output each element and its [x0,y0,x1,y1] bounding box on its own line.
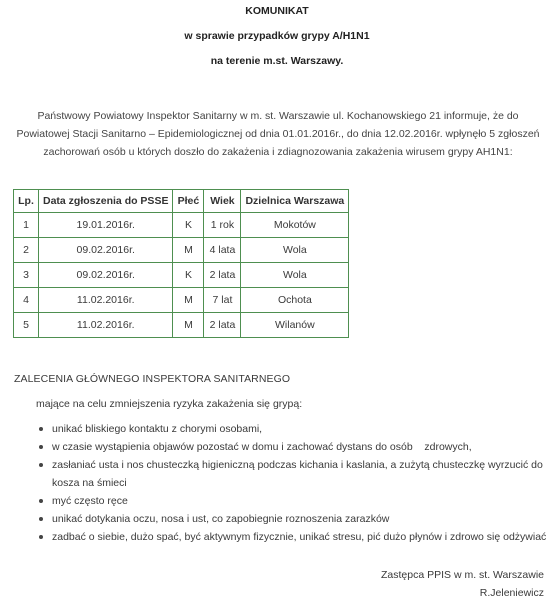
table-row [14,263,349,288]
recommendations-list [22,420,554,546]
header-age: Wiek [204,190,241,213]
signature-block [381,566,544,602]
intro-paragraph: Państwowy Powiatowy Inspektor Sanitarny w m. st. Warszawie ul. Kochanowskiego 21 informuje, że do Powiatowej Stacji Sanitarno – Epidemiologicznej od dnia 01.01.2016r., do dnia 12.02.2016r. wpłynęło 5 zgłoszeń zachorowań osób u których doszło do zakażenia i zdiagnozowania zakażenia wirusem grypy AH1N1: [16,110,540,158]
cell-district: Wilanów [241,313,349,338]
cell-age: 4 lata [204,238,241,263]
title-block [0,4,554,79]
cell-lp: 4 [14,288,39,313]
cell-age: 2 lata [204,313,241,338]
cell-date: 11.02.2016r. [39,313,173,338]
cell-district: Wola [241,238,349,263]
list-item: unikać bliskiego kontaktu z chorymi osobami, [52,420,554,438]
cell-date: 09.02.2016r. [39,263,173,288]
cell-sex: M [173,238,204,263]
list-item: zadbać o siebie, dużo spać, być aktywnym fizycznie, unikać stresu, pić dużo płynów i zdrowo się odżywiać [52,528,554,546]
list-item: w czasie wystąpienia objawów pozostać w domu i zachować dystans do osób zdrowych, [52,438,554,456]
recommendations-intro: mające na celu zmniejszenia ryzyka zakażenia się grypą: [36,398,303,410]
list-item: unikać dotykania oczu, nosa i ust, co zapobiegnie roznoszenia zarazków [52,510,554,528]
list-item: zasłaniać usta i nos chusteczką higieniczną podczas kichania i kaslania, a zużytą chusteczkę wyrzucić do kosza na śmieci [52,456,554,492]
document-subtitle: w sprawie przypadków grypy A/H1N1 [184,30,370,42]
cell-age: 1 rok [204,213,241,238]
cell-sex: K [173,263,204,288]
table-row [14,213,349,238]
table-header-row [14,190,349,213]
document-title: KOMUNIKAT [245,5,309,17]
cell-age: 7 lat [204,288,241,313]
cell-sex: M [173,288,204,313]
list-item: myć często ręce [52,492,554,510]
header-district: Dzielnica Warszawa [241,190,349,213]
document-location: na terenie m.st. Warszawy. [210,55,344,67]
signature-name: R.Jeleniewicz [479,587,544,599]
signature-title: Zastępca PPIS w m. st. Warszawie [381,569,544,581]
cell-lp: 1 [14,213,39,238]
cell-sex: M [173,313,204,338]
cell-date: 19.01.2016r. [39,213,173,238]
header-date: Data zgłoszenia do PSSE [39,190,173,213]
cell-district: Mokotów [241,213,349,238]
header-sex: Płeć [173,190,204,213]
cell-date: 11.02.2016r. [39,288,173,313]
cases-table [13,189,349,338]
table-row [14,313,349,338]
cell-district: Wola [241,263,349,288]
recommendations-heading: ZALECENIA GŁÓWNEGO INSPEKTORA SANITARNEGO [14,373,291,385]
table-row [14,238,349,263]
cell-lp: 2 [14,238,39,263]
table-row [14,288,349,313]
header-lp: Lp. [14,190,39,213]
cell-lp: 5 [14,313,39,338]
cell-sex: K [173,213,204,238]
cell-district: Ochota [241,288,349,313]
cell-date: 09.02.2016r. [39,238,173,263]
cell-age: 2 lata [204,263,241,288]
cell-lp: 3 [14,263,39,288]
